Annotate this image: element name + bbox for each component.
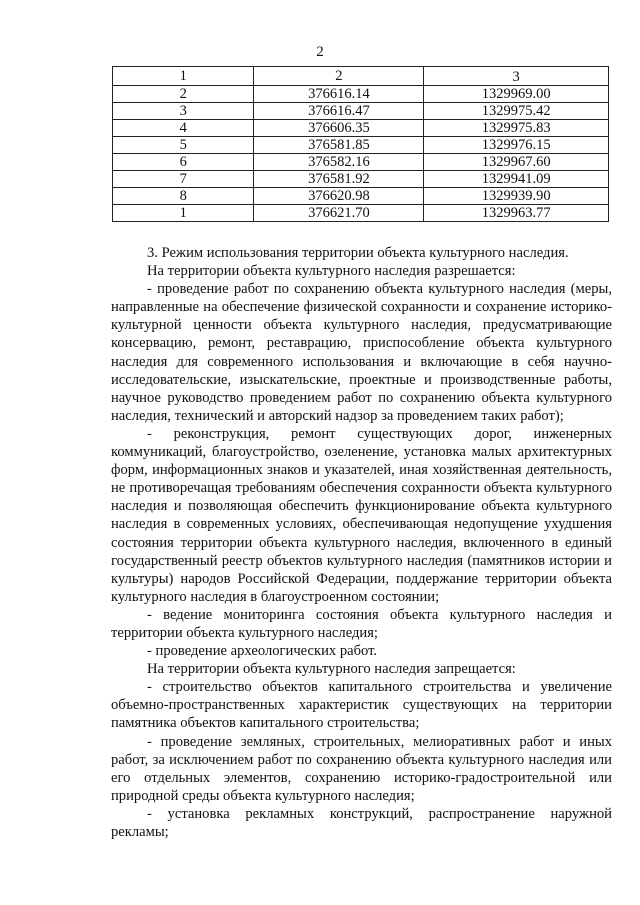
- table-row: [113, 205, 609, 222]
- table-cell-y: 1329939.90: [424, 188, 609, 205]
- forbidden-item: - установка рекламных конструкций, распространение наружной рекламы;: [111, 805, 612, 840]
- page-number: 2: [316, 44, 324, 60]
- table-cell-point: 7: [113, 171, 254, 188]
- table-cell-x: 376616.47: [254, 103, 424, 120]
- table-cell-point: 8: [113, 188, 254, 205]
- table-cell-point: 6: [113, 154, 254, 171]
- document-body: [111, 244, 612, 841]
- table-cell-point: 3: [113, 103, 254, 120]
- table-cell-y: 1329941.09: [424, 171, 609, 188]
- table-cell-y: 1329976.15: [424, 137, 609, 154]
- table-cell-point: 2: [113, 86, 254, 103]
- table-header-cell: 1: [113, 67, 254, 86]
- table-header-row: [113, 67, 609, 86]
- table-row: [113, 103, 609, 120]
- forbidden-item: - строительство объектов капитального строительства и увеличение объемно-пространственных характеристик существующих на территории памятника объектов капитального строительства;: [111, 679, 612, 732]
- allowed-item: - реконструкция, ремонт существующих дорог, инженерных коммуникаций, благоустройство, озеленение, установка малых архитектурных форм, информационных знаков и указателей, иная хозяйственная деятельность, не противоречащая требованиям обеспечения сохранности объекта культурного наследия и позволяющая обеспечить функционирование объекта культурного наследия в современных условиях, обеспечивающая недопущение ухудшения состояния территории объекта культурного наследия, включенного в единый государственный реестр объектов культурного наследия (памятников истории и культуры) народов Российской Федерации, поддержание территории объекта культурного наследия в благоустроенном состоянии;: [111, 425, 612, 605]
- table-cell-y: 1329975.83: [424, 120, 609, 137]
- table-header-cell: 3: [424, 67, 609, 86]
- table-cell-x: 376581.92: [254, 171, 424, 188]
- table-cell-point: 5: [113, 137, 254, 154]
- table-cell-x: 376582.16: [254, 154, 424, 171]
- table-row: [113, 86, 609, 103]
- allowed-item: - ведение мониторинга состояния объекта культурного наследия и территории объекта культурного наследия;: [111, 606, 612, 641]
- table-cell-y: 1329963.77: [424, 205, 609, 222]
- allowed-item: - проведение археологических работ.: [147, 643, 378, 660]
- forbidden-intro: На территории объекта культурного наследия запрещается:: [147, 661, 516, 678]
- table-row: [113, 171, 609, 188]
- table-cell-y: 1329975.42: [424, 103, 609, 120]
- allowed-item: - проведение работ по сохранению объекта культурного наследия (меры, направленные на обеспечение физической сохранности и сохранение историко-культурной ценности объекта культурного наследия, предусматривающие консервацию, ремонт, реставрацию, приспособление объекта культурного наследия для современного использования и включающие в себя научно-исследовательские, изыскательские, проектные и производственные работы, научное руководство проведением работ по сохранению объекта культурного наследия, технический и авторский надзор за проведением таких работ);: [111, 281, 612, 424]
- table-cell-y: 1329969.00: [424, 86, 609, 103]
- table-cell-x: 376581.85: [254, 137, 424, 154]
- allowed-intro: На территории объекта культурного наследия разрешается:: [147, 263, 516, 280]
- table-row: [113, 137, 609, 154]
- table-cell-x: 376621.70: [254, 205, 424, 222]
- table-row: [113, 120, 609, 137]
- table-row: [113, 154, 609, 171]
- coordinates-table: [112, 66, 609, 222]
- table-cell-x: 376620.98: [254, 188, 424, 205]
- table-cell-x: 376616.14: [254, 86, 424, 103]
- table-row: [113, 188, 609, 205]
- table-header-cell: 2: [254, 67, 424, 86]
- table-cell-y: 1329967.60: [424, 154, 609, 171]
- forbidden-item: - проведение земляных, строительных, мелиоративных работ и иных работ, за исключением работ по сохранению объекта культурного наследия или его отдельных элементов, сохранению историко-градостроительной или природной среды объекта культурного наследия;: [111, 733, 612, 804]
- section-title: 3. Режим использования территории объекта культурного наследия.: [147, 245, 569, 261]
- table-cell-point: 4: [113, 120, 254, 137]
- table-cell-x: 376606.35: [254, 120, 424, 137]
- table-cell-point: 1: [113, 205, 254, 222]
